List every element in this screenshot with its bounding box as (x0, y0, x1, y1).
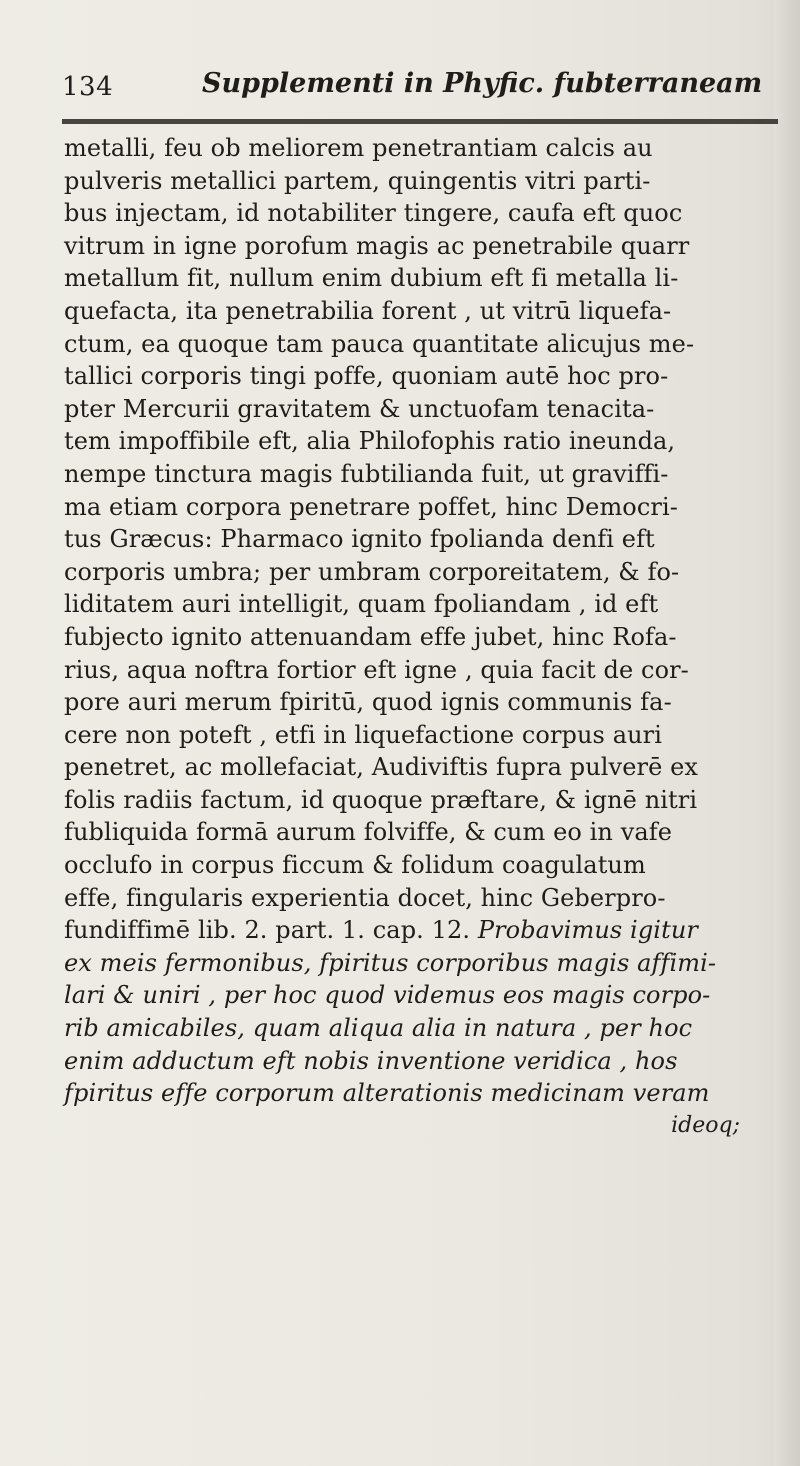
quotation-line: lari & uniri , per hoc quod videmus eos magis corpo- (64, 981, 711, 1010)
text-line: fubjecto ignito attenuandam effe jubet, hinc Rofa- (64, 622, 677, 651)
text-line: cere non poteft , etfi in liquefactione corpus auri (64, 720, 663, 749)
text-line: corporis umbra; per umbram corporeitatem, & fo- (64, 557, 680, 586)
quotation-line: fpiritus effe corporum alterationis medicinam veram (64, 1079, 710, 1108)
page-number: 134 (62, 72, 114, 102)
text-line: pulveris metallici partem, quingentis vitri parti- (64, 166, 651, 195)
quotation-line: rib amicabiles, quam aliqua alia in natura , per hoc (64, 1014, 693, 1043)
text-line: tallici corporis tingi poffe, quoniam autē hoc pro- (64, 362, 669, 391)
text-line: occlufo in corpus ficcum & folidum coagulatum (64, 851, 646, 880)
text-line: nempe tinctura magis fubtilianda fuit, ut graviffi- (64, 459, 669, 488)
quotation-start: Probavimus igitur (470, 916, 698, 945)
text-line: ctum, ea quoque tam pauca quantitate alicujus me- (64, 329, 695, 358)
text-line-mixed (64, 914, 784, 947)
text-line: penetret, ac mollefaciat, Audiviftis fupra pulverē ex (64, 753, 699, 782)
catchword: ideoq; (671, 1112, 740, 1138)
text-line: folis radiis factum, id quoque præftare, & ignē nitri (64, 785, 698, 814)
text-line: tem impoffibile eft, alia Philofophis ratio ineunda, (64, 427, 676, 456)
text-line: fubliquida formā aurum folviffe, & cum eo in vafe (64, 818, 673, 847)
header-rule (62, 119, 778, 124)
text-line: pore auri merum fpiritū, quod ignis communis fa- (64, 688, 672, 717)
text-line: metallum fit, nullum enim dubium eft fi metalla li- (64, 264, 679, 293)
text-line: vitrum in igne porofum magis ac penetrabile quarr (64, 231, 690, 260)
text-line: effe, fingularis experientia docet, hinc Geberpro- (64, 883, 666, 912)
text-line: tus Græcus: Pharmaco ignito fpolianda denfi eft (64, 525, 655, 554)
page-header (62, 62, 762, 102)
text-line: metalli, feu ob meliorem penetrantiam calcis au (64, 134, 653, 162)
body-text (64, 132, 784, 1142)
quotation-line: ex meis fermonibus, fpiritus corporibus magis affimi- (64, 948, 717, 977)
text-line: quefacta, ita penetrabilia forent , ut vitrū liquefa- (64, 296, 672, 325)
text-line: liditatem auri intelligit, quam fpoliandam , id eft (64, 590, 659, 619)
quotation-line: enim adductum eft nobis inventione veridica , hos (64, 1046, 678, 1075)
citation-text: fundiffimē lib. 2. part. 1. cap. 12. (64, 916, 471, 945)
text-line: ma etiam corpora penetrare poffet, hinc Democri- (64, 492, 678, 521)
text-line: pter Mercurii gravitatem & unctuofam tenacita- (64, 394, 655, 423)
text-line: bus injectam, id notabiliter tingere, caufa eft quoc (64, 199, 683, 228)
running-title: Supplementi in Phyfic. fubterraneam (202, 68, 763, 99)
text-line: rius, aqua noftra fortior eft igne , quia facit de cor- (64, 655, 689, 684)
